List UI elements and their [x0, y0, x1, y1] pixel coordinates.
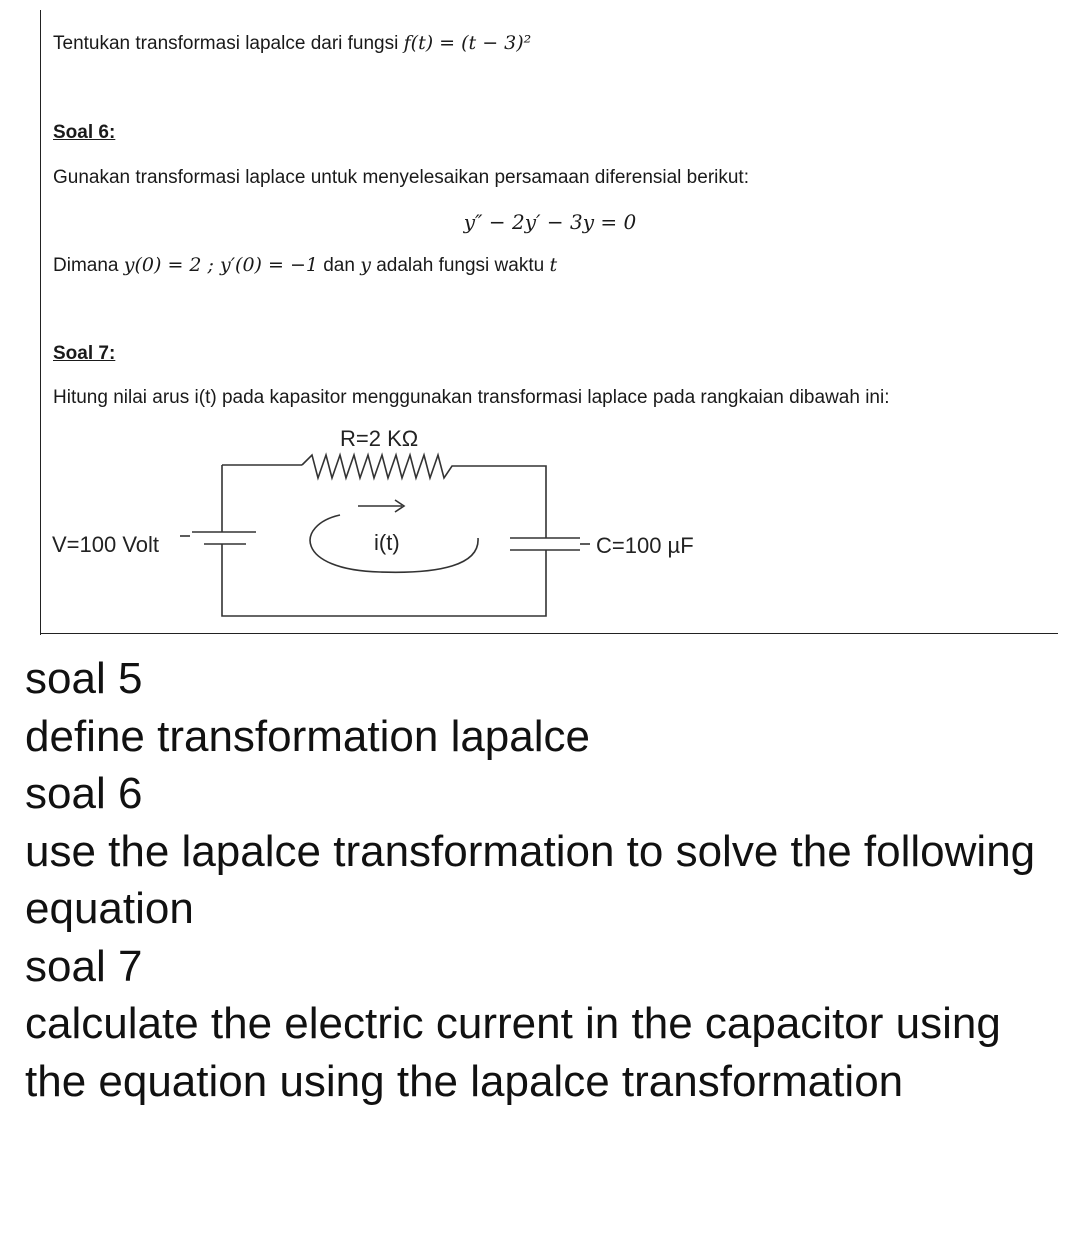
capacitor-label: C=100 µF — [596, 533, 694, 558]
resistor-symbol — [302, 455, 460, 478]
current-label: i(t) — [374, 530, 400, 555]
rc-circuit-diagram — [40, 420, 740, 625]
translation-line-1: soal 5 — [25, 654, 143, 703]
condition-var: y — [360, 254, 371, 276]
intro-formula: f(t) = (t − 3)² — [403, 32, 532, 54]
condition-suffix: adalah fungsi waktu — [376, 255, 545, 276]
translation-line-4: use the lapalce transformation to solve the following equation — [25, 826, 1036, 933]
soal6-equation: y″ − 2y′ − 3y = 0 — [463, 210, 637, 234]
condition-mid: dan — [323, 255, 355, 276]
english-translation — [25, 650, 1065, 1110]
soal7-instruction: Hitung nilai arus i(t) pada kapasitor menggunakan transformasi laplace pada rangkaian dibawah ini: — [53, 387, 890, 408]
condition-formula: y(0) = 2 ; y′(0) = −1 — [123, 254, 318, 276]
soal7-heading: Soal 7: — [53, 343, 116, 364]
intro-line — [53, 32, 531, 55]
voltage-label: V=100 Volt — [52, 532, 160, 557]
soal6-heading: Soal 6: — [53, 122, 116, 143]
intro-text: Tentukan transformasi lapalce dari fungsi — [53, 33, 399, 54]
translation-line-3: soal 6 — [25, 769, 143, 818]
soal6-instruction: Gunakan transformasi laplace untuk menyelesaikan persamaan diferensial berikut: — [53, 167, 749, 188]
condition-prefix: Dimana — [53, 255, 119, 276]
translation-line-6: calculate the electric current in the capacitor using the equation using the lapalce transformation — [25, 999, 1001, 1106]
soal6-condition — [53, 254, 557, 277]
resistor-label: R=2 KΩ — [340, 426, 419, 451]
translation-line-5: soal 7 — [25, 941, 143, 991]
bottom-rule — [40, 633, 1058, 634]
wire-top-right — [460, 466, 546, 538]
translation-line-2: define transformation lapalce — [25, 711, 590, 761]
condition-time: t — [549, 254, 558, 276]
